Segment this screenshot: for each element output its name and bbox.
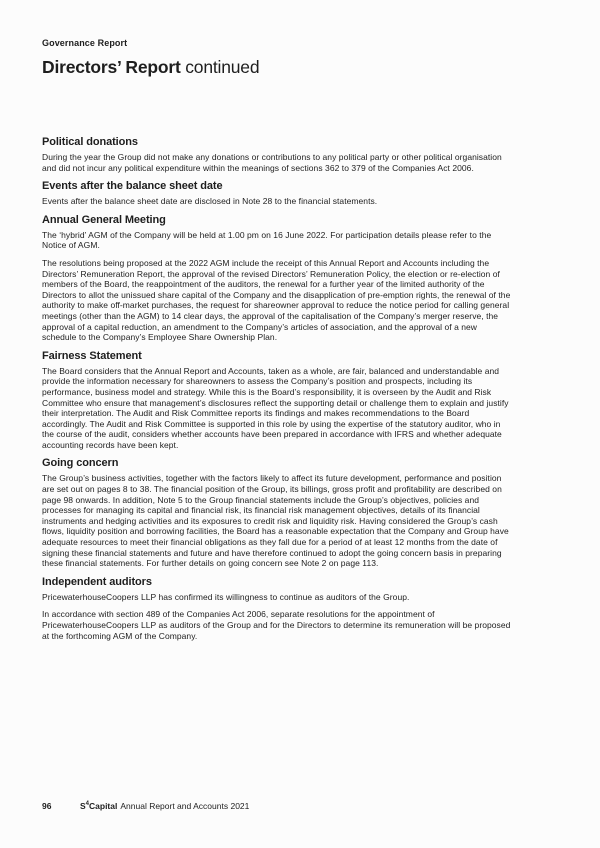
section-fairness-statement xyxy=(42,350,512,451)
sections-container xyxy=(42,136,512,641)
paragraph: PricewaterhouseCoopers LLP has confirmed its willingness to continue as auditors of the Group. xyxy=(42,591,410,602)
section-heading: Independent auditors xyxy=(42,575,152,588)
paragraph: The Group’s business activities, together with the factors likely to affect its future development, performance and position are set out on pages 8 to 38. The financial position of the Group, its billings, gross profit and profitability are described on page 98 onwards. In addition, Note 5 to the Group financial statements include the Group’s objectives, policies and processes for managing its capital and financial risk, its financial risk management objectives, details of its financial instruments and hedging activities and its exposures to credit risk and liquidity risk. Having considered the Group’s cash flows, liquidity position and borrowing facilities, the Board has a reasonable expectation that the Company and Group have adequate resources to meet their financial obligations as they fall due for a period of at least 12 months from the date of signing these financial statements and future and have therefore continued to adopt the going concern basis in preparing these financial statements. For further details on going concern see Note 2 on page 113. xyxy=(42,473,509,569)
page-title-bold: Directors’ Report xyxy=(42,57,181,77)
section-heading: Events after the balance sheet date xyxy=(42,180,223,193)
brand-superscript-4: 4 xyxy=(85,801,90,808)
brand-logo-text xyxy=(80,801,117,811)
section-political-donations xyxy=(42,136,512,173)
section-events-after-balance-sheet xyxy=(42,180,512,207)
page-number: 96 xyxy=(42,801,52,811)
paragraph: The Board considers that the Annual Report and Accounts, taken as a whole, are fair, balanced and understandable and provide the information necessary for shareowners to assess the Company’s position and prospects, including its performance, business model and strategy. While this is the Board’s responsibility, it is overseen by the Audit and Risk Committee who ensure that management’s disclosures reflect the supporting detail or challenge them to explain and justify their interpretation. The Audit and Risk Committee reports its findings and makes recommendations to the Board accordingly. The Audit and Risk Committee is supported in this role by using the expertise of the statutory auditor, who in the course of the audit, considers whether accounts have been prepared in accordance with IFRS and whether adequate accounting records have been kept. xyxy=(42,365,509,450)
section-heading: Political donations xyxy=(42,136,138,148)
page-title xyxy=(42,57,512,78)
paragraph: In accordance with section 489 of the Companies Act 2006, separate resolutions for the appointment of PricewaterhouseCoopers LLP as auditors of the Group and for the Directors to determine its remuneration will be proposed at the forthcoming AGM of the Company. xyxy=(42,609,511,641)
paragraph: The resolutions being proposed at the 2022 AGM include the receipt of this Annual Report and Accounts including the Directors’ Remuneration Report, the approval of the revised Directors’ Remuneration Policy, the election or re-election of members of the Board, the reappointment of the auditors, the renewal for a further year of the limited authority of the Directors to allot the unissued share capital of the Company and the disapplication of pre-emption rights, the renewal of the authority to make off-market purchases, the request for shareowner approval to reduce the notice period for calling general meetings (other than the AGM) to 14 clear days, the approval of the capitalisation of the Company’s merger reserve, the approval of a capital reduction, an amendment to the Company’s articles of association, and the approval of a new schedule to the Company’s Employee Share Ownership Plan. xyxy=(42,257,511,343)
section-going-concern xyxy=(42,457,512,568)
section-independent-auditors xyxy=(42,576,512,641)
report-label: Annual Report and Accounts 2021 xyxy=(120,801,250,811)
page-title-continued: continued xyxy=(180,57,260,77)
section-annual-general-meeting xyxy=(42,214,512,343)
paragraph: Events after the balance sheet date are disclosed in Note 28 to the financial statements. xyxy=(42,196,378,207)
brand-capital: Capital xyxy=(89,801,118,811)
brand-s: S xyxy=(80,801,86,811)
page-footer xyxy=(42,801,249,811)
section-heading: Fairness Statement xyxy=(42,349,142,362)
paragraph: During the year the Group did not make any donations or contributions to any political party or other political organisation and did not incur any political expenditure within the meanings of sections 362 to 379 of the Companies Act 2006. xyxy=(42,152,502,173)
section-heading: Annual General Meeting xyxy=(42,213,166,226)
section-eyebrow: Governance Report xyxy=(42,38,128,48)
section-heading: Going concern xyxy=(42,457,119,470)
paragraph: The ‘hybrid’ AGM of the Company will be held at 1.00 pm on 16 June 2022. For participation details please refer to the Notice of AGM. xyxy=(42,229,492,251)
